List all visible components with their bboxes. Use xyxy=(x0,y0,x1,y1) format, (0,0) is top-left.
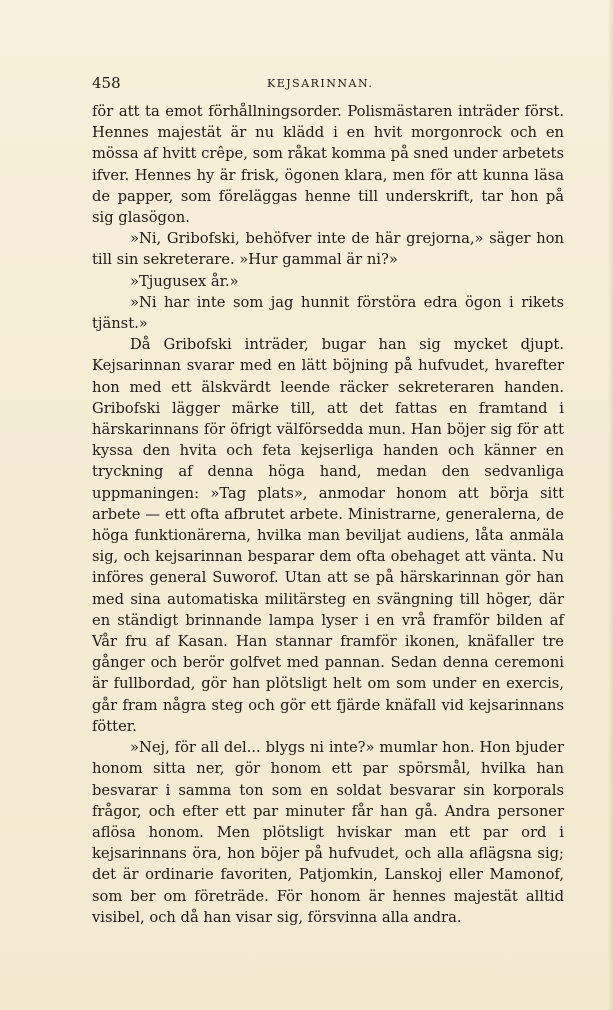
paragraph-1: för att ta emot förhållningsorder. Polismästaren inträder först. Hennes majestät är nu klädd i en hvit morgonrock och en mössa af hvitt crêpe, som råkat komma på sned under arbetets ifver. Hennes hy är frisk, ögonen klara, men för att kunna läsa de papper, som föreläggas henne till underskrift, tar hon på sig glasögon. xyxy=(92,103,564,227)
paragraph-6: »Nej, för all del... blygs ni inte?» mumlar hon. Hon bjuder honom sitta ner, gör honom ett par spörsmål, hvilka han besvarar i samma ton som en soldat besvarar sin korporals frågor, och efter ett par minuter får han gå. Andra personer aflösa honom. Men plötsligt hviskar man ett par ord i kejsarinnans öra, hon böjer på hufvudet, och alla aflägsna sig; det är ordinarie favoriten, Patjomkin, Lanskoj eller Mamonof, som ber om företräde. För honom är hennes majestät alltid visibel, och då han visar sig, försvinna alla andra. xyxy=(92,739,564,926)
page-header xyxy=(92,74,562,96)
paragraph-4: »Ni har inte som jag hunnit förstöra edra ögon i rikets tjänst.» xyxy=(92,293,564,333)
body-text xyxy=(92,101,564,928)
page-edge-shadow xyxy=(608,0,614,1010)
paragraph-5: Då Gribofski inträder, bugar han sig mycket djupt. Kejsarinnan svarar med en lätt böjning på hufvudet, hvarefter hon med ett älskvärdt leende räcker sekreteraren handen. Gribofski lägger märke till, att det fattas en framtand i härskarinnans för öfrigt välförsedda mun. Han böjer sig för att kyssa den hvita och feta kejserliga handen och känner en tryckning af denna höga hand, medan den sedvanliga uppmaningen: »Tag plats», anmodar honom att börja sitt arbete — ett ofta afbrutet arbete. Ministrarne, generalerna, de höga funktionärerna, hvilka man beviljat audiens, låta anmäla sig, och kejsarinnan besparar dem ofta obehaget att vänta. Nu införes general Suworof. Utan att se på härskarinnan gör han med sina automatiska militärsteg en svängning till höger, där en ständigt brinnande lampa lyser i en vrå framför bilden af Vår fru af Kasan. Han stannar framför ikonen, knäfaller tre gånger och berör golfvet med pannan. Sedan denna ceremoni är fullbordad, gör han plötsligt helt om som under en exercis, går fram några steg och gör ett fjärde knäfall vid kejsarinnans fötter. xyxy=(92,336,564,735)
paragraph-3: »Tjugusex år.» xyxy=(130,272,239,290)
paragraph-2: »Ni, Gribofski, behöfver inte de här grejorna,» säger hon till sin sekreterare. »Hur gammal är ni?» xyxy=(92,230,564,269)
running-title: KEJSARINNAN. xyxy=(267,77,374,90)
page-number: 458 xyxy=(92,74,121,92)
